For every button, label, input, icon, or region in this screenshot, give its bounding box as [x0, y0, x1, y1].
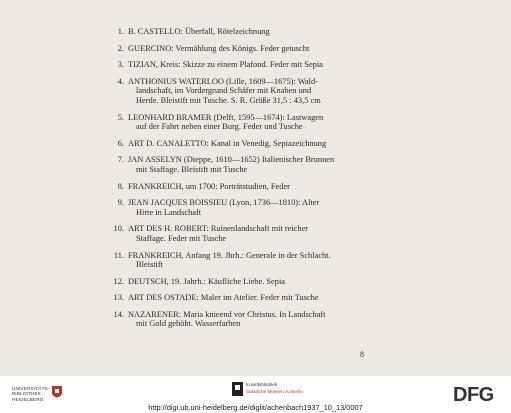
catalogue-entry	[104, 27, 394, 37]
entry-number: 13.	[113, 293, 124, 303]
entry-number: 5.	[117, 112, 124, 122]
entry-number: 14.	[113, 309, 124, 319]
entry-number: 1.	[117, 27, 124, 36]
entry-number: 6.	[117, 138, 124, 148]
kunstbibliothek-logo[interactable]	[232, 381, 342, 401]
catalogue-list	[104, 27, 394, 329]
catalogue-entry	[104, 251, 394, 270]
catalogue-entry	[104, 293, 394, 303]
entry-text: Herde. Bleistift mit Tusche. S. R. Größe 31,5 : 43,5 cm	[136, 95, 321, 105]
entry-text: JEAN JACQUES BOISSIEU (Lyon, 1736—1810): Alter	[128, 198, 320, 208]
entry-text: Bleistift	[136, 260, 163, 270]
permalink-url[interactable]: http://digi.ub.uni-heidelberg.de/diglit/achenbach1937_10_13/0007	[148, 403, 363, 412]
entry-number: 10.	[113, 224, 124, 234]
entry-text: B. CASTELLO: Überfall, Rötelzeichnung	[128, 27, 270, 36]
university-seal-icon	[50, 384, 64, 402]
catalogue-entry	[104, 60, 394, 70]
catalogue-entry	[104, 198, 394, 217]
entry-text: Hirte in Landschaft	[136, 207, 202, 217]
entry-text: FRANKREICH, um 1700: Porträtstudien, Feder	[128, 181, 290, 191]
entry-number: 2.	[117, 43, 124, 53]
library-subtitle: Staatliche Museen zu Berlin	[246, 389, 303, 394]
entry-text: ART D. CANALETTO: Kanal in Venedig, Sepiazeichnung	[128, 138, 327, 148]
entry-text: landschaft, im Vordergrund Schäfer mit Knaben und	[136, 86, 312, 96]
catalogue-entry	[104, 139, 394, 149]
entry-text: ANTHONIUS WATERLOO (Lille, 1609—1675): Wald-	[128, 76, 318, 86]
entry-text: NAZARENER: Maria knieend vor Christus. In Landschaft	[128, 309, 326, 319]
catalogue-entry	[104, 277, 394, 287]
library-name: Kunstbibliothek	[246, 382, 278, 387]
catalogue-entry	[104, 224, 394, 243]
entry-number: 7.	[117, 155, 124, 165]
entry-text: mit Staffage. Bleistift mit Tusche	[136, 164, 248, 174]
entry-number: 3.	[117, 60, 124, 70]
entry-number: 9.	[117, 198, 124, 208]
entry-text: Staffage. Feder mit Tusche	[136, 233, 227, 243]
entry-text: JAN ASSELYN (Dieppe, 1610—1652) Italienischer Brunnen	[128, 155, 335, 165]
entry-text: auf der Fahrt neben einer Burg. Feder und Tusche	[136, 122, 303, 132]
entry-text: mit Gold gehöht. Wasserfarben	[136, 319, 241, 329]
entry-number: 12.	[113, 276, 124, 286]
catalogue-entry	[104, 310, 394, 329]
entry-number: 8.	[117, 181, 124, 191]
entry-text: FRANKREICH, Anfang 19. Jhrh.: Generale in der Schlacht.	[128, 250, 331, 260]
catalogue-entry	[104, 155, 394, 174]
entry-text: LEONHARD BRAMER (Delft, 1595—1674): Lastwagen	[128, 112, 324, 122]
catalogue-entry	[104, 77, 394, 106]
footer	[0, 376, 511, 413]
entry-text: TIZIAN, Kreis: Skizze zu einem Plafond. Feder mit Sepia	[128, 60, 323, 70]
catalogue-entry	[104, 182, 394, 192]
catalogue-entry	[104, 44, 394, 54]
catalogue-entry	[104, 113, 394, 132]
page-number: 8	[360, 350, 364, 359]
university-name: UNIVERSITÄTS- BIBLIOTHEK HEIDELBERG	[12, 386, 50, 402]
dfg-logo[interactable]: DFG	[453, 384, 494, 406]
entry-text: DEUTSCH, 19. Jahrh.: Käufliche Liebe. Sepia	[128, 276, 285, 286]
entry-text: GUERCINO: Vermählung des Königs. Feder getuscht	[128, 43, 310, 53]
entry-text: ART DES OSTADE: Maler im Atelier. Feder mit Tusche	[128, 293, 319, 303]
entry-number: 4.	[117, 76, 124, 86]
library-icon	[232, 382, 243, 396]
entry-number: 11.	[113, 250, 124, 260]
entry-text: ART DES H. ROBERT: Ruinenlandschaft mit reicher	[128, 224, 309, 234]
